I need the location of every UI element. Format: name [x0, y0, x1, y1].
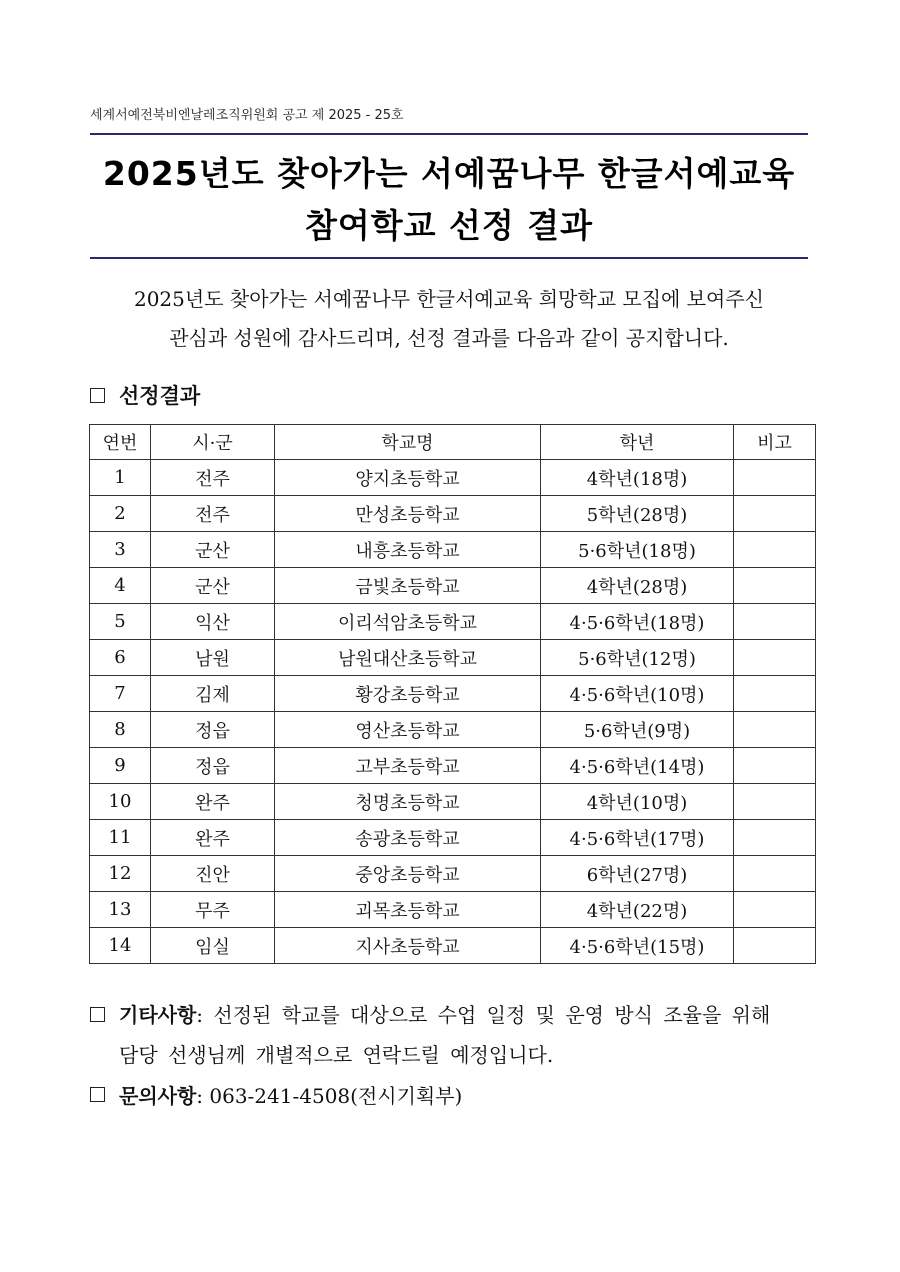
cell-region: 군산	[151, 532, 275, 568]
results-section-heading	[90, 380, 200, 410]
cell-region: 완주	[151, 820, 275, 856]
cell-note	[734, 820, 816, 856]
contact-section	[90, 1080, 462, 1109]
table-row	[90, 460, 816, 496]
cell-number: 1	[90, 460, 151, 496]
cell-school: 금빛초등학교	[275, 568, 541, 604]
other-heading: 기타사항	[119, 1003, 197, 1027]
table-row	[90, 928, 816, 964]
cell-region: 전주	[151, 460, 275, 496]
table-header-row	[90, 425, 816, 460]
cell-region: 진안	[151, 856, 275, 892]
cell-note	[734, 928, 816, 964]
cell-note	[734, 892, 816, 928]
cell-school: 송광초등학교	[275, 820, 541, 856]
cell-region: 전주	[151, 496, 275, 532]
cell-school: 고부초등학교	[275, 748, 541, 784]
cell-number: 9	[90, 748, 151, 784]
cell-school: 황강초등학교	[275, 676, 541, 712]
table-row	[90, 856, 816, 892]
contact-heading: 문의사항	[119, 1084, 197, 1108]
page-title-line1: 2025년도 찾아가는 서예꿈나무 한글서예교육	[102, 154, 796, 193]
results-table	[89, 424, 816, 964]
cell-school: 지사초등학교	[275, 928, 541, 964]
cell-region: 정읍	[151, 748, 275, 784]
checkbox-square-icon	[90, 1087, 105, 1102]
cell-grade: 4학년(22명)	[541, 892, 734, 928]
cell-school: 양지초등학교	[275, 460, 541, 496]
cell-grade: 6학년(27명)	[541, 856, 734, 892]
table-row	[90, 568, 816, 604]
cell-region: 남원	[151, 640, 275, 676]
cell-school: 내흥초등학교	[275, 532, 541, 568]
cell-grade: 4·5·6학년(10명)	[541, 676, 734, 712]
other-text: : 선정된 학교를 대상으로 수업 일정 및 운영 방식 조율을 위해 담당 선생님께 개별적으로 연락드릴 예정입니다.	[119, 1003, 771, 1067]
col-header-note: 비고	[734, 425, 816, 460]
cell-grade: 5·6학년(12명)	[541, 640, 734, 676]
cell-number: 2	[90, 496, 151, 532]
cell-number: 12	[90, 856, 151, 892]
cell-number: 4	[90, 568, 151, 604]
cell-number: 5	[90, 604, 151, 640]
notice-number: 세계서예전북비엔날레조직위원회 공고 제 2025 - 25호	[90, 108, 404, 123]
cell-note	[734, 568, 816, 604]
other-section	[90, 995, 799, 1075]
cell-region: 완주	[151, 784, 275, 820]
cell-school: 청명초등학교	[275, 784, 541, 820]
cell-note	[734, 712, 816, 748]
cell-number: 10	[90, 784, 151, 820]
intro-paragraph	[90, 280, 808, 358]
title-top-rule	[90, 133, 808, 135]
table-row	[90, 676, 816, 712]
cell-number: 3	[90, 532, 151, 568]
table-row	[90, 820, 816, 856]
intro-line2: 관심과 성원에 감사드리며, 선정 결과를 다음과 같이 공지합니다.	[169, 326, 729, 350]
checkbox-square-icon	[90, 1007, 105, 1022]
table-row	[90, 748, 816, 784]
col-header-region: 시·군	[151, 425, 275, 460]
table-row	[90, 532, 816, 568]
cell-number: 11	[90, 820, 151, 856]
table-row	[90, 604, 816, 640]
cell-grade: 4학년(18명)	[541, 460, 734, 496]
cell-grade: 4·5·6학년(15명)	[541, 928, 734, 964]
cell-region: 무주	[151, 892, 275, 928]
cell-note	[734, 856, 816, 892]
cell-note	[734, 604, 816, 640]
col-header-school: 학교명	[275, 425, 541, 460]
cell-school: 중앙초등학교	[275, 856, 541, 892]
cell-note	[734, 784, 816, 820]
cell-note	[734, 676, 816, 712]
cell-grade: 4·5·6학년(14명)	[541, 748, 734, 784]
cell-grade: 4·5·6학년(17명)	[541, 820, 734, 856]
cell-number: 14	[90, 928, 151, 964]
cell-school: 남원대산초등학교	[275, 640, 541, 676]
title-bottom-rule	[90, 257, 808, 259]
cell-school: 영산초등학교	[275, 712, 541, 748]
cell-region: 임실	[151, 928, 275, 964]
table-row	[90, 784, 816, 820]
cell-grade: 4·5·6학년(18명)	[541, 604, 734, 640]
cell-note	[734, 496, 816, 532]
results-heading: 선정결과	[119, 383, 201, 408]
contact-text: : 063-241-4508(전시기획부)	[196, 1084, 463, 1108]
cell-grade: 5학년(28명)	[541, 496, 734, 532]
cell-school: 이리석암초등학교	[275, 604, 541, 640]
cell-region: 익산	[151, 604, 275, 640]
cell-note	[734, 640, 816, 676]
cell-grade: 4학년(28명)	[541, 568, 734, 604]
cell-school: 만성초등학교	[275, 496, 541, 532]
cell-grade: 5·6학년(9명)	[541, 712, 734, 748]
table-row	[90, 640, 816, 676]
cell-note	[734, 532, 816, 568]
cell-number: 7	[90, 676, 151, 712]
cell-region: 군산	[151, 568, 275, 604]
cell-number: 13	[90, 892, 151, 928]
col-header-grade: 학년	[541, 425, 734, 460]
cell-number: 8	[90, 712, 151, 748]
col-header-number: 연번	[90, 425, 151, 460]
cell-region: 김제	[151, 676, 275, 712]
intro-line1: 2025년도 찾아가는 서예꿈나무 한글서예교육 희망학교 모집에 보여주신	[133, 287, 764, 311]
table-row	[90, 496, 816, 532]
table-row	[90, 892, 816, 928]
cell-region: 정읍	[151, 712, 275, 748]
cell-note	[734, 748, 816, 784]
table-row	[90, 712, 816, 748]
cell-grade: 5·6학년(18명)	[541, 532, 734, 568]
checkbox-square-icon	[90, 388, 105, 403]
cell-grade: 4학년(10명)	[541, 784, 734, 820]
cell-note	[734, 460, 816, 496]
cell-number: 6	[90, 640, 151, 676]
cell-school: 괴목초등학교	[275, 892, 541, 928]
page-title-line2: 참여학교 선정 결과	[304, 206, 593, 245]
